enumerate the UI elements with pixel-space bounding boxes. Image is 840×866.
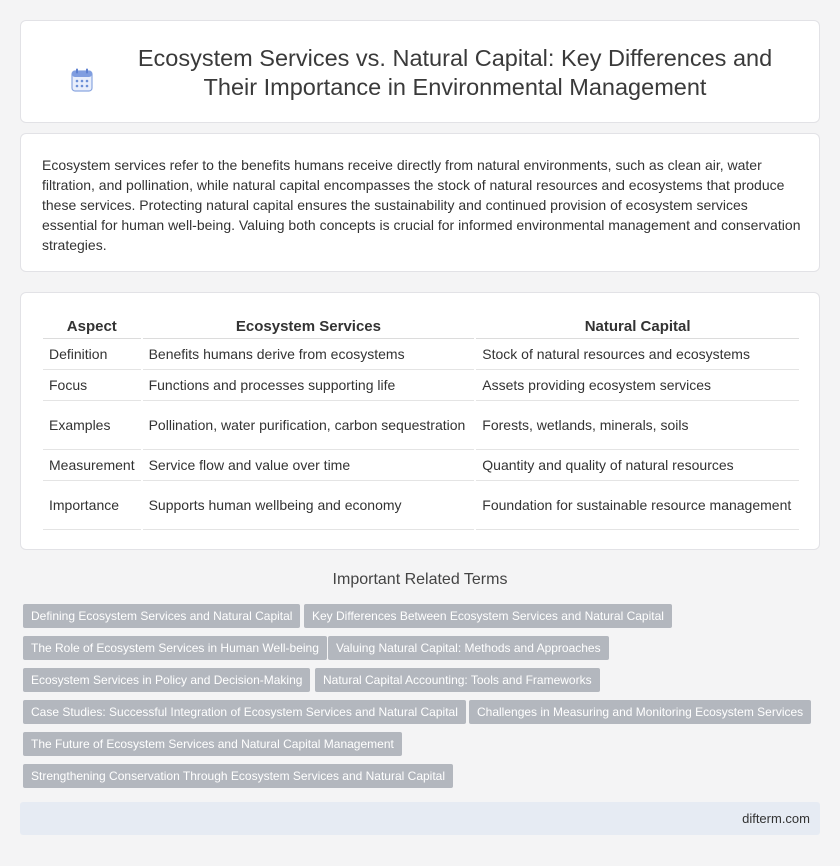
page-title: Ecosystem Services vs. Natural Capital: Key Differences and Their Importance in Environmental Management xyxy=(137,45,773,100)
table-row xyxy=(43,480,799,529)
related-term-tag[interactable]: Key Differences Between Ecosystem Services and Natural Capital xyxy=(304,604,672,628)
related-term-tag[interactable]: Valuing Natural Capital: Methods and Approaches xyxy=(328,636,609,660)
row-natural-capital: Quantity and quality of natural resources xyxy=(475,449,799,480)
table-row xyxy=(43,400,799,449)
table-header-row xyxy=(43,314,799,338)
related-term-tag[interactable]: Natural Capital Accounting: Tools and Frameworks xyxy=(315,668,600,692)
related-term-tag[interactable]: Challenges in Measuring and Monitoring Ecosystem Services xyxy=(469,700,811,724)
site-link[interactable]: difterm.com xyxy=(742,811,810,826)
row-aspect: Focus xyxy=(43,369,142,400)
title-card xyxy=(20,20,820,123)
row-ecosystem-services: Pollination, water purification, carbon sequestration xyxy=(142,400,476,449)
row-natural-capital: Forests, wetlands, minerals, soils xyxy=(475,400,799,449)
comparison-table xyxy=(43,314,799,530)
row-aspect: Importance xyxy=(43,480,142,529)
related-term-tag[interactable]: The Role of Ecosystem Services in Human Well-being xyxy=(23,636,327,660)
row-ecosystem-services: Service flow and value over time xyxy=(142,449,476,480)
row-natural-capital: Foundation for sustainable resource management xyxy=(475,480,799,529)
row-aspect: Examples xyxy=(43,400,142,449)
header-ecosystem-services: Ecosystem Services xyxy=(142,314,476,338)
row-ecosystem-services: Supports human wellbeing and economy xyxy=(142,480,476,529)
related-terms-heading: Important Related Terms xyxy=(332,571,508,588)
intro-paragraph: Ecosystem services refer to the benefits humans receive directly from natural environments, such as clean air, water filtration, and pollination, while natural capital encompasses the stock of natural resources and ecosystems that produce these services. Protecting natural capital ensures the sustainability and continued provision of ecosystem services essential for human well-being. Valuing both concepts is crucial for informed environmental management and conservation strategies. xyxy=(42,157,801,253)
row-aspect: Definition xyxy=(43,338,142,369)
related-term-tag[interactable]: Ecosystem Services in Policy and Decision-Making xyxy=(23,668,310,692)
row-ecosystem-services: Functions and processes supporting life xyxy=(142,369,476,400)
row-ecosystem-services: Benefits humans derive from ecosystems xyxy=(142,338,476,369)
comparison-card xyxy=(20,292,820,550)
calendar-icon xyxy=(71,68,93,92)
footer xyxy=(20,802,820,835)
row-aspect: Measurement xyxy=(43,449,142,480)
table-row xyxy=(43,449,799,480)
related-term-tag[interactable]: Case Studies: Successful Integration of Ecosystem Services and Natural Capital xyxy=(23,700,466,724)
row-natural-capital: Assets providing ecosystem services xyxy=(475,369,799,400)
table-row xyxy=(43,338,799,369)
header-aspect: Aspect xyxy=(43,314,142,338)
related-term-tag[interactable]: Strengthening Conservation Through Ecosystem Services and Natural Capital xyxy=(23,764,453,788)
header-natural-capital: Natural Capital xyxy=(475,314,799,338)
row-natural-capital: Stock of natural resources and ecosystems xyxy=(475,338,799,369)
intro-card xyxy=(20,133,820,272)
related-term-tag[interactable]: Defining Ecosystem Services and Natural Capital xyxy=(23,604,300,628)
table-row xyxy=(43,369,799,400)
related-term-tag[interactable]: The Future of Ecosystem Services and Natural Capital Management xyxy=(23,732,402,756)
